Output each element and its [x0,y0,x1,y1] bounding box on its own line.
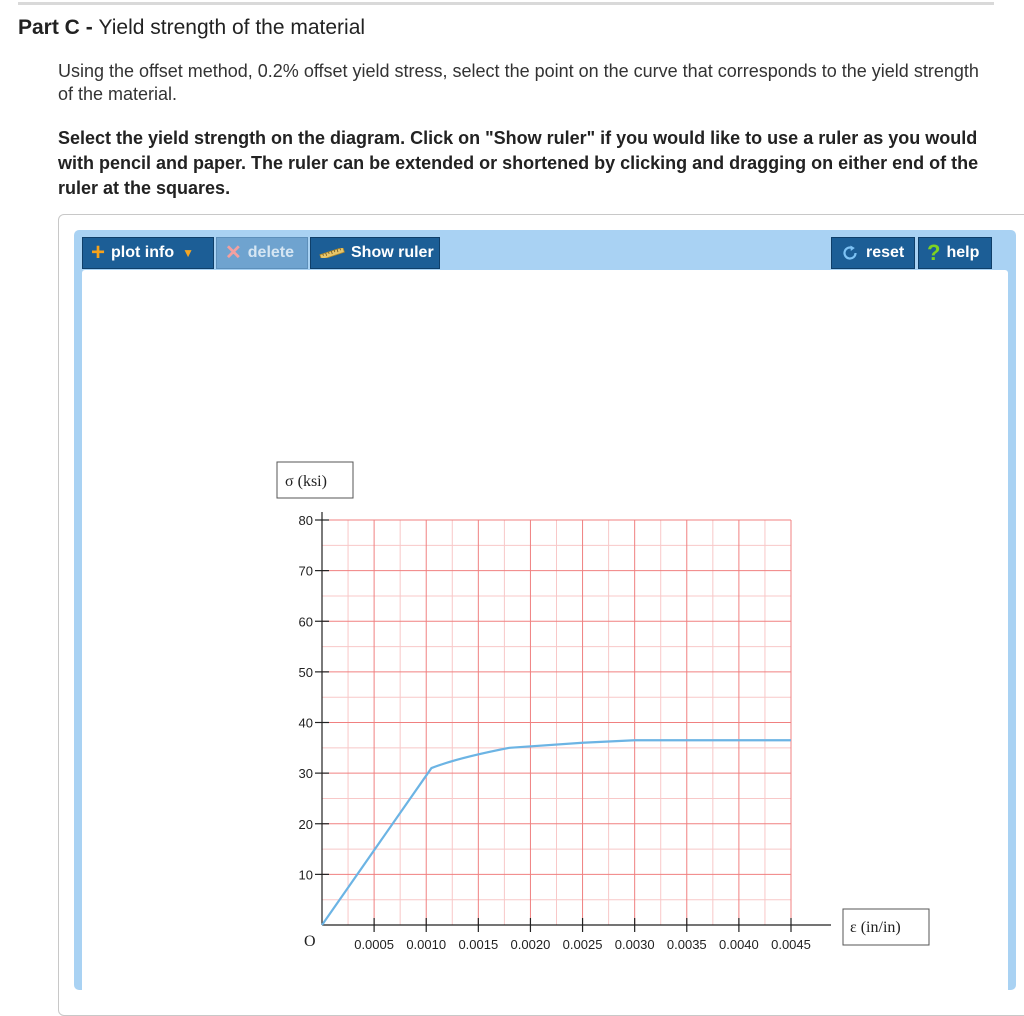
x-tick-label: 0.0040 [719,937,759,952]
instruction-text: Select the yield strength on the diagram. Click on "Show ruler" if you would like to use a ruler as you would with pencil and paper. The ruler can be extended or shortened by clicking and dragging on either end of the ruler at the squares. [58,128,979,198]
y-tick-label: 10 [298,867,313,883]
plot-info-label: plot info [111,244,175,261]
y-tick-label: 20 [298,816,313,832]
y-tick-label: 70 [298,563,313,579]
chart-labels [277,462,929,950]
chart-axes [299,512,831,952]
y-tick-label: 80 [298,513,313,528]
x-tick-label: 0.0005 [354,937,394,952]
delete-x-icon: ✕ [225,242,242,264]
x-tick-label: 0.0020 [510,937,551,952]
y-tick-label: 40 [298,715,313,731]
part-separator: - [79,16,99,39]
y-axis-label: σ (ksi) [285,473,327,490]
origin-label: O [304,933,316,950]
chart-grid [322,520,791,925]
intro-text: Using the offset method, 0.2% offset yield stress, select the point on the curve that corresponds to the yield strength of the material. [58,61,979,104]
help-icon: ? [927,240,941,265]
x-tick-label: 0.0035 [666,937,707,952]
reset-label: reset [866,244,905,261]
part-label: Part C [18,16,80,39]
help-label: help [946,244,980,261]
plus-icon: + [91,239,106,266]
x-tick-label: 0.0010 [406,937,447,952]
x-tick-label: 0.0015 [458,937,499,952]
x-tick-label: 0.0045 [771,937,811,952]
delete-label: delete [247,244,295,261]
part-title-text: Yield strength of the material [98,16,366,39]
x-tick-label: 0.0025 [562,937,603,952]
y-tick-label: 50 [298,664,313,680]
x-axis-label: ε (in/in) [850,919,901,936]
dropdown-caret-icon: ▼ [182,246,194,260]
x-tick-label: 0.0030 [614,937,655,952]
y-tick-label: 30 [298,766,313,782]
show-ruler-label: Show ruler [351,244,434,261]
y-tick-label: 60 [298,614,313,630]
